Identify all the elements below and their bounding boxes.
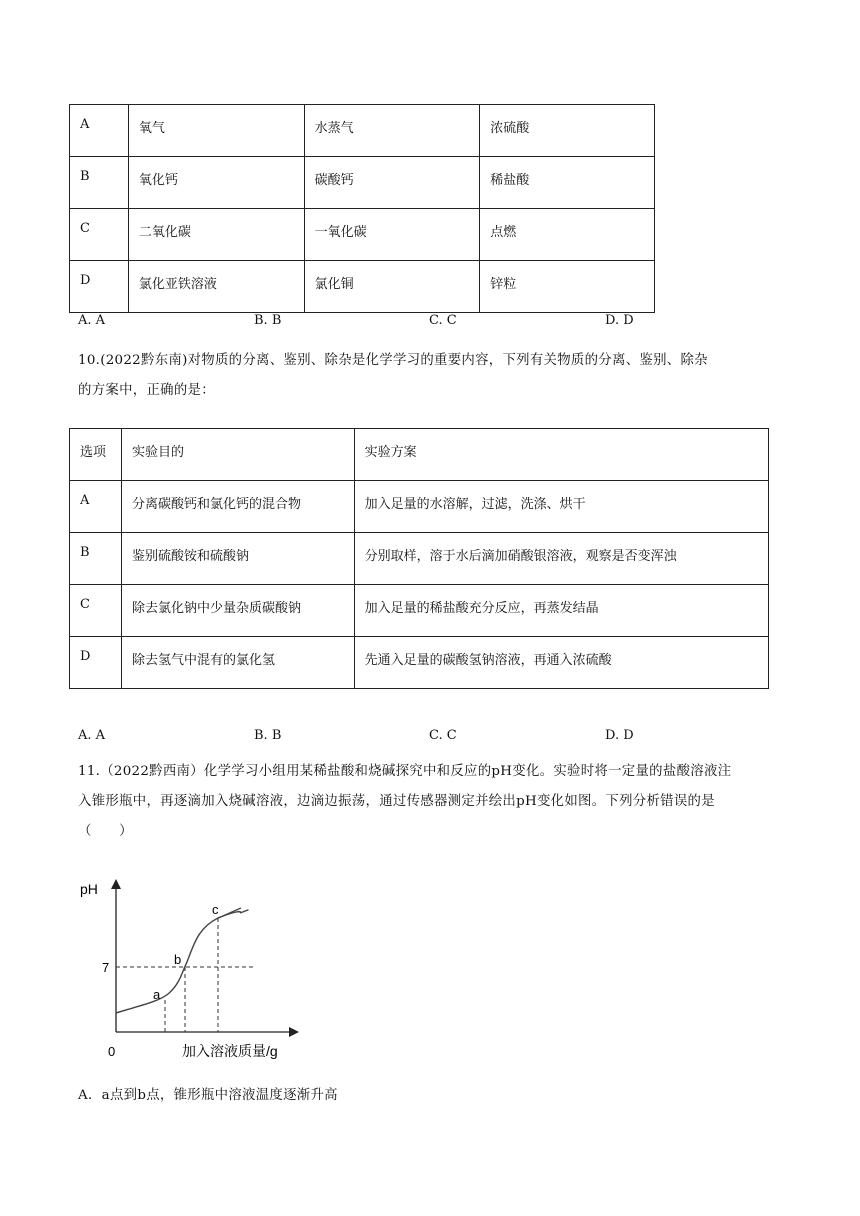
y-axis-label: pH: [80, 881, 98, 897]
option-c: C. C: [429, 313, 457, 328]
table1-cell: 氧气: [128, 105, 304, 157]
table1-cell: 浓硫酸: [480, 105, 655, 157]
table1-cell: 二氧化碳: [128, 209, 304, 261]
ph-curve: [116, 910, 248, 1013]
x-axis-label: 加入溶液质量/g: [182, 1043, 278, 1059]
table2-cell: 分别取样，溶于水后滴加硝酸银溶液，观察是否变浑浊: [354, 533, 768, 585]
option-b: B. B: [254, 313, 282, 328]
option-d: D. D: [605, 313, 634, 328]
table1-cell: 一氧化碳: [304, 209, 480, 261]
table2-cell: B: [70, 533, 122, 585]
table2-cell: 分离碳酸钙和氯化钙的混合物: [121, 481, 354, 533]
option-a: A. A: [78, 313, 106, 328]
table2-header-cell: 实验方案: [354, 429, 768, 481]
table1-cell: A: [70, 105, 129, 157]
table2-row: [70, 585, 769, 637]
experiment-table-q10: [69, 428, 769, 689]
point-b-label: b: [174, 952, 182, 967]
point-c-label: c: [212, 902, 219, 917]
table1-cell: 稀盐酸: [480, 157, 655, 209]
table2-row: [70, 533, 769, 585]
table1-cell: 水蒸气: [304, 105, 480, 157]
table2-cell: C: [70, 585, 122, 637]
table1-row: [70, 209, 655, 261]
option-c: C. C: [429, 728, 457, 743]
answer-options-q9: [78, 313, 778, 333]
table2-cell: 除去氯化钠中少量杂质碳酸钠: [121, 585, 354, 637]
origin-label: 0: [108, 1044, 116, 1059]
ph-curve-chart: [78, 870, 318, 1070]
table1-cell: B: [70, 157, 129, 209]
table2-cell: 加入足量的稀盐酸充分反应，再蒸发结晶: [354, 585, 768, 637]
table2-header-row: [70, 429, 769, 481]
table1-row: [70, 157, 655, 209]
question-11-line3: （ ）: [78, 824, 133, 839]
table1-cell: C: [70, 209, 129, 261]
point-a-label: a: [153, 987, 161, 1002]
table2-cell: 除去氢气中混有的氯化氢: [121, 637, 354, 689]
table1-cell: 碳酸钙: [304, 157, 480, 209]
table2-cell: D: [70, 637, 122, 689]
option-a: A. A: [78, 728, 106, 743]
question-10: [78, 346, 788, 406]
table2-row: [70, 637, 769, 689]
question-11-line2: 入锥形瓶中，再逐滴加入烧碱溶液，边滴边振荡，通过传感器测定并绘出pH变化如图。下列分析错误的是: [78, 794, 715, 809]
table1-cell: D: [70, 261, 129, 313]
question-11-line1: 11.（2022黔西南）化学学习小组用某稀盐酸和烧碱探究中和反应的pH变化。实验时将一定量的盐酸溶液注: [78, 764, 732, 779]
answer-options-q10: [78, 728, 778, 748]
ph-curve-tail: [218, 908, 241, 918]
options-table-q9: [69, 104, 655, 313]
table1-cell: 氯化铜: [304, 261, 480, 313]
question-10-line1: 10.(2022黔东南)对物质的分离、鉴别、除杂是化学学习的重要内容，下列有关物质的分离、鉴别、除杂: [78, 353, 708, 368]
option-b: B. B: [254, 728, 282, 743]
table1-cell: 氯化亚铁溶液: [128, 261, 304, 313]
table2-header-cell: 实验目的: [121, 429, 354, 481]
table2-header-cell: 选项: [70, 429, 122, 481]
table1-row: [70, 105, 655, 157]
answer-option-a-q11: A．a点到b点，锥形瓶中溶液温度逐渐升高: [78, 1088, 338, 1103]
option-d: D. D: [605, 728, 634, 743]
question-10-line2: 的方案中，正确的是：: [78, 383, 215, 398]
table2-cell: A: [70, 481, 122, 533]
table1-cell: 点燃: [480, 209, 655, 261]
table2-cell: 先通入足量的碳酸氢钠溶液，再通入浓硫酸: [354, 637, 768, 689]
table1-row: [70, 261, 655, 313]
table2-row: [70, 481, 769, 533]
question-11: [78, 757, 788, 847]
table1-cell: 氧化钙: [128, 157, 304, 209]
table1-cell: 锌粒: [480, 261, 655, 313]
y-tick-7: 7: [102, 960, 110, 975]
table2-cell: 鉴别硫酸铵和硫酸钠: [121, 533, 354, 585]
table2-cell: 加入足量的水溶解，过滤，洗涤、烘干: [354, 481, 768, 533]
